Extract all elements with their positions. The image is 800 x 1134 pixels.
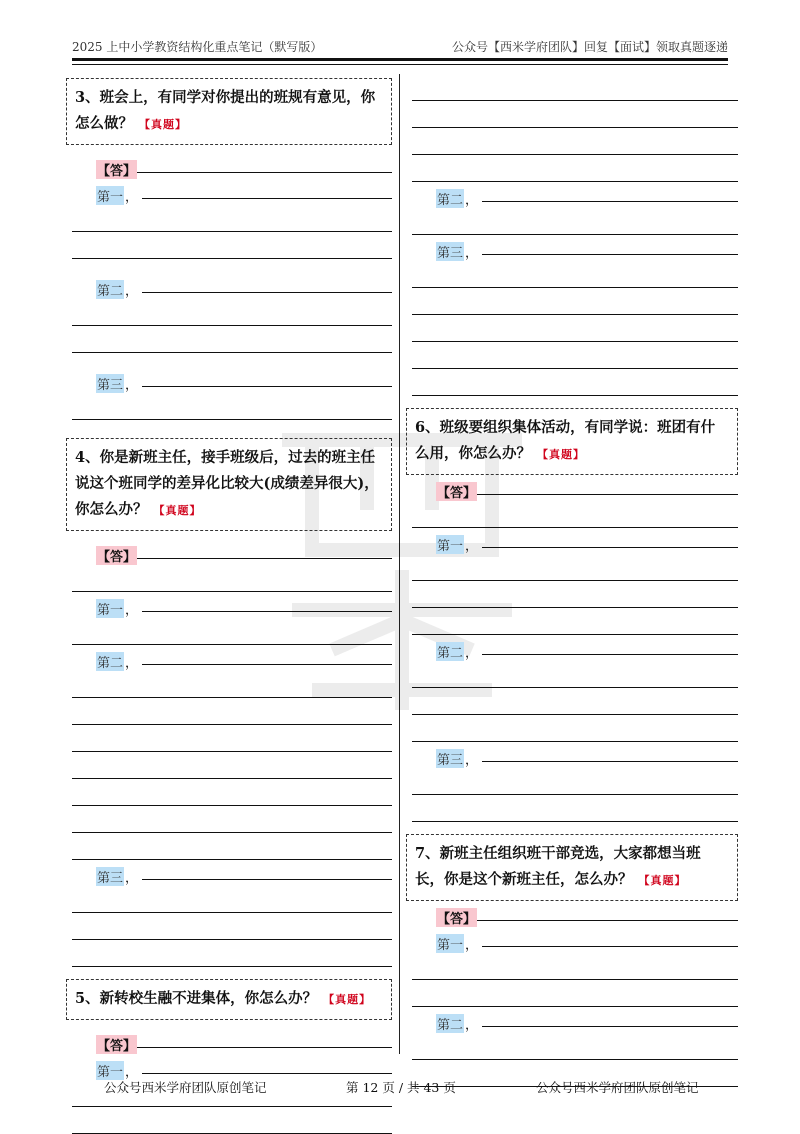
point-label: 第一 xyxy=(96,599,124,618)
blank-line[interactable] xyxy=(412,688,738,715)
blank-line[interactable] xyxy=(412,661,738,688)
point-row[interactable]: 第三 ， xyxy=(436,742,738,768)
point-row[interactable]: 第一 ， xyxy=(96,1054,392,1080)
blank-line[interactable] xyxy=(72,833,392,860)
answer-row[interactable] xyxy=(96,1028,392,1054)
point-label: 第一 xyxy=(436,535,464,554)
answer-line[interactable] xyxy=(137,1046,392,1048)
blank-line[interactable] xyxy=(72,698,392,725)
answer-row[interactable] xyxy=(436,901,738,927)
point-row[interactable]: 第三 ， xyxy=(96,860,392,886)
blank-line[interactable] xyxy=(72,886,392,913)
answer-line[interactable] xyxy=(477,493,738,495)
point-label: 第二 xyxy=(96,280,124,299)
blank-line[interactable] xyxy=(72,779,392,806)
point-label: 第二 xyxy=(96,652,124,671)
blank-line[interactable] xyxy=(412,715,738,742)
blank-line[interactable] xyxy=(72,618,392,645)
point-label: 第二 xyxy=(436,1014,464,1033)
point-line[interactable] xyxy=(142,291,392,293)
left-column xyxy=(66,74,392,1134)
point-row[interactable]: 第二 ， xyxy=(96,645,392,671)
point-line[interactable] xyxy=(482,546,738,548)
point-line[interactable] xyxy=(482,760,738,762)
question-text: 5、新转校生融不进集体，你怎么办？ xyxy=(75,990,318,1007)
answer-row[interactable] xyxy=(96,539,392,565)
point-row[interactable]: 第一 ， xyxy=(96,179,392,205)
blank-line[interactable] xyxy=(412,74,738,101)
blank-line[interactable] xyxy=(72,326,392,353)
point-label: 第二 xyxy=(436,642,464,661)
question-text: 7、新班主任组织班干部竞选，大家都想当班长，你是这个新班主任，怎么办？ xyxy=(415,845,701,888)
point-label: 第三 xyxy=(436,242,464,261)
answer-line[interactable] xyxy=(137,171,392,173)
real-exam-tag: 【真题】 xyxy=(323,993,372,1006)
blank-line[interactable] xyxy=(412,315,738,342)
point-line[interactable] xyxy=(482,253,738,255)
header-promo: 公众号【西米学府团队】回复【面试】领取真题逐递 xyxy=(451,40,728,54)
blank-line[interactable] xyxy=(412,608,738,635)
answer-line[interactable] xyxy=(477,919,738,921)
blank-line[interactable] xyxy=(72,806,392,833)
answer-row[interactable] xyxy=(96,153,392,179)
blank-line[interactable] xyxy=(412,369,738,396)
question-text: 3、班会上，有同学对你提出的班规有意见，你怎么做？ xyxy=(75,89,376,132)
answer-label: 【答】 xyxy=(96,160,137,179)
point-line[interactable] xyxy=(482,653,738,655)
point-line[interactable] xyxy=(142,663,392,665)
blank-line[interactable] xyxy=(412,208,738,235)
blank-line[interactable] xyxy=(412,128,738,155)
blank-line[interactable] xyxy=(412,342,738,369)
answer-label: 【答】 xyxy=(436,908,477,927)
point-line[interactable] xyxy=(142,385,392,387)
blank-line[interactable] xyxy=(72,565,392,592)
question-6 xyxy=(406,408,738,475)
blank-line[interactable] xyxy=(72,752,392,779)
point-row[interactable]: 第一 ， xyxy=(436,528,738,554)
footer-right: 公众号西米学府团队原创笔记 xyxy=(536,1080,699,1095)
blank-line[interactable] xyxy=(412,101,738,128)
page-number: 第 12 页 / 共 43 页 xyxy=(346,1080,456,1095)
point-label: 第三 xyxy=(96,867,124,886)
real-exam-tag: 【真题】 xyxy=(153,504,202,517)
question-7 xyxy=(406,834,738,901)
header-title: 2025 上中小学教资结构化重点笔记（默写版） xyxy=(72,40,323,54)
blank-line[interactable] xyxy=(72,393,392,420)
answer-label: 【答】 xyxy=(436,482,477,501)
real-exam-tag: 【真题】 xyxy=(638,874,687,887)
blank-line[interactable] xyxy=(72,671,392,698)
page-header xyxy=(72,38,728,56)
blank-line[interactable] xyxy=(412,1033,738,1060)
point-row[interactable]: 第三 ， xyxy=(96,367,392,393)
answer-label: 【答】 xyxy=(96,1035,137,1054)
point-line[interactable] xyxy=(142,1072,392,1074)
question-text: 4、你是新班主任，接手班级后，过去的班主任说这个班同学的差异化比较大(成绩差异很大)，你怎么办？ xyxy=(75,449,379,518)
blank-line[interactable] xyxy=(72,299,392,326)
blank-line[interactable] xyxy=(72,913,392,940)
right-column xyxy=(406,74,738,1087)
point-row[interactable]: 第一 ， xyxy=(96,592,392,618)
question-3 xyxy=(66,78,392,145)
footer-left: 公众号西米学府团队原创笔记 xyxy=(104,1080,267,1095)
blank-line[interactable] xyxy=(412,953,738,980)
blank-line[interactable] xyxy=(412,288,738,315)
point-line[interactable] xyxy=(482,200,738,202)
point-row[interactable]: 第二 ， xyxy=(436,635,738,661)
answer-row[interactable] xyxy=(436,475,738,501)
watermark-text: 西米学府 xyxy=(272,420,276,421)
point-line[interactable] xyxy=(142,610,392,612)
point-row[interactable]: 第二 ， xyxy=(96,273,392,299)
point-line[interactable] xyxy=(142,197,392,199)
point-row[interactable]: 第一 ， xyxy=(436,927,738,953)
question-4 xyxy=(66,438,392,531)
point-label: 第二 xyxy=(436,189,464,208)
blank-line[interactable] xyxy=(72,725,392,752)
blank-line[interactable] xyxy=(72,232,392,259)
real-exam-tag: 【真题】 xyxy=(537,448,585,461)
header-rule-thick xyxy=(72,58,728,61)
point-row[interactable]: 第二 ， xyxy=(436,182,738,208)
point-label: 第一 xyxy=(96,1061,124,1080)
blank-line[interactable] xyxy=(412,501,738,528)
blank-line[interactable] xyxy=(412,554,738,581)
question-5 xyxy=(66,979,392,1020)
point-label: 第一 xyxy=(436,934,464,953)
blank-line[interactable] xyxy=(412,261,738,288)
point-label: 第三 xyxy=(436,749,464,768)
blank-line[interactable] xyxy=(412,980,738,1007)
blank-line[interactable] xyxy=(72,1107,392,1134)
point-label: 第一 xyxy=(96,186,124,205)
point-line[interactable] xyxy=(482,1025,738,1027)
point-line[interactable] xyxy=(482,945,738,947)
point-label: 第三 xyxy=(96,374,124,393)
real-exam-tag: 【真题】 xyxy=(139,118,187,131)
answer-line[interactable] xyxy=(137,557,392,559)
answer-label: 【答】 xyxy=(96,546,137,565)
blank-line[interactable] xyxy=(412,768,738,795)
blank-line[interactable] xyxy=(412,795,738,822)
point-line[interactable] xyxy=(142,878,392,880)
blank-line[interactable] xyxy=(412,155,738,182)
header-rule-thin xyxy=(72,64,728,65)
blank-line[interactable] xyxy=(412,581,738,608)
blank-line[interactable] xyxy=(72,205,392,232)
blank-line[interactable] xyxy=(72,940,392,967)
point-row[interactable]: 第二 ， xyxy=(436,1007,738,1033)
point-row[interactable]: 第三 ， xyxy=(436,235,738,261)
question-text: 6、班级要组织集体活动，有同学说：班团有什么用，你怎么办？ xyxy=(415,419,716,462)
